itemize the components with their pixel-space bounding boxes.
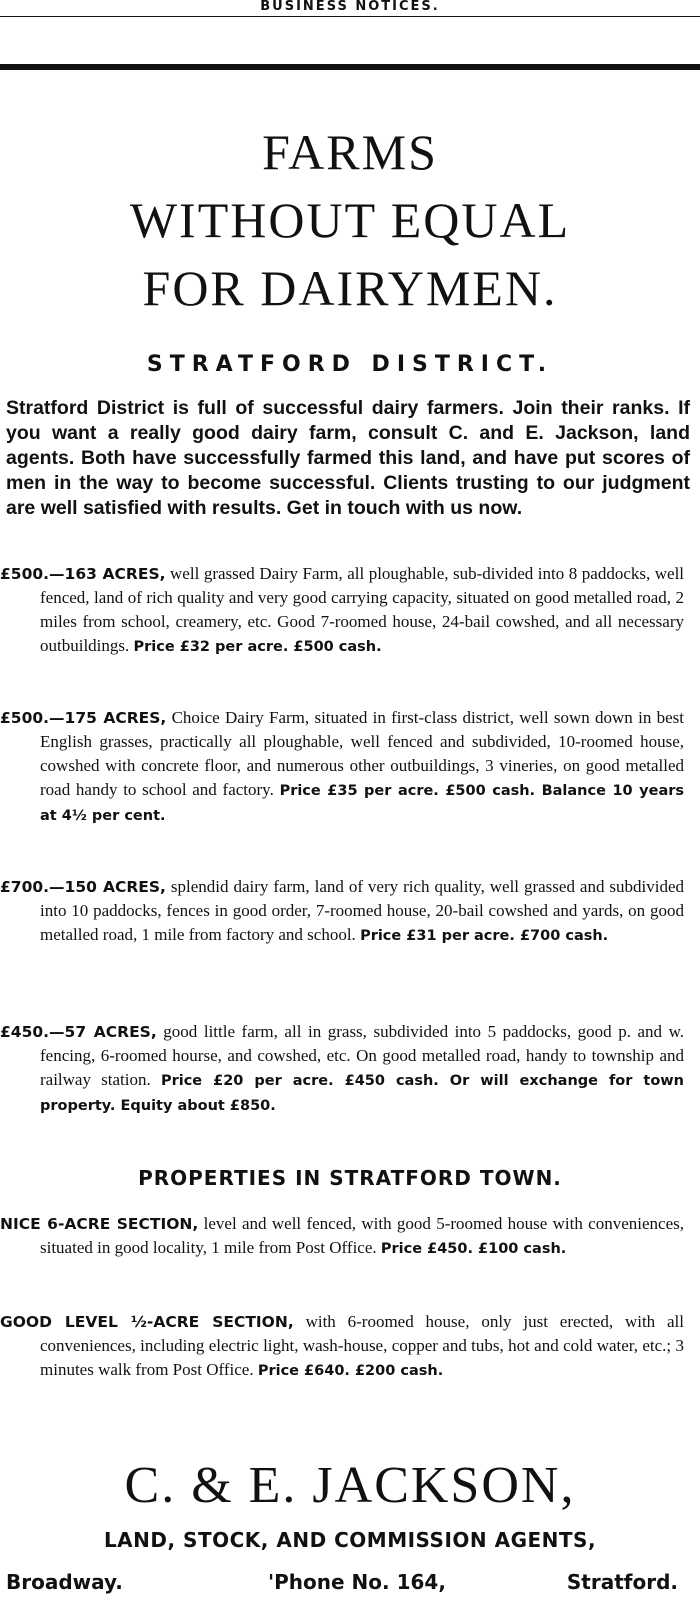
listing-price: £450. bbox=[0, 1023, 50, 1041]
listing-description: Choice Dairy Farm, situated in first-class district, well sown down in best English grasses, practically all ploughable, well fenced and subdivided, 10-roomed house, cowshed with concrete floor, and numerous other outbuildings, 3 vineries, on good metalled road handy to school and factory. bbox=[40, 708, 684, 799]
firm-name: C. & E. JACKSON, bbox=[124, 1457, 576, 1514]
contact-footer bbox=[6, 1568, 678, 1598]
footer-address: Broadway. bbox=[6, 1570, 123, 1594]
footer-phone: 'Phone No. 164, bbox=[268, 1570, 446, 1594]
farm-listing bbox=[0, 562, 684, 659]
listing-price: £500. bbox=[0, 565, 50, 583]
property-description: with 6-roomed house, only just erected, with all conveniences, including electric light, wash-house, copper and tubs, hot and cold water, etc.; 3 minutes walk from Post Office. bbox=[40, 1312, 684, 1379]
section-rule bbox=[0, 64, 700, 70]
town-property-listing bbox=[0, 1212, 684, 1261]
listing-terms: Price £20 per acre. £450 cash. Or will exchange for town property. Equity about £850. bbox=[40, 1073, 684, 1114]
listing-size: —57 ACRES, bbox=[49, 1023, 157, 1041]
listing-terms: Price £32 per acre. £500 cash. bbox=[133, 639, 382, 655]
district-heading: STRATFORD DISTRICT. bbox=[146, 352, 554, 377]
property-terms: Price £640. £200 cash. bbox=[257, 1363, 444, 1379]
listing-size: —163 ACRES, bbox=[49, 565, 166, 583]
running-head: BUSINESS NOTICES. bbox=[260, 0, 440, 14]
property-title: GOOD LEVEL ½-ACRE SECTION, bbox=[0, 1313, 294, 1331]
headline-line-1: FARMS bbox=[262, 124, 438, 180]
listing-terms: Price £31 per acre. £700 cash. bbox=[360, 928, 609, 944]
intro-paragraph: Stratford District is full of successful dairy farmers. Join their ranks. If you want a really good dairy farm, consult C. and E. Jackson, land agents. Both have successfully farmed this land, and have put scores of men in the way to become successful. Clients trusting to our judgment are well satisfied with results. Get in touch with us now. bbox=[6, 397, 690, 519]
town-properties-heading: PROPERTIES IN STRATFORD TOWN. bbox=[138, 1166, 562, 1190]
listing-description: splendid dairy farm, land of very rich quality, well grassed and subdivided into 10 paddocks, fences in good order, 7-roomed house, 20-bail cowshed and yards, on good metalled road, 1 mile from factory and school. bbox=[40, 877, 685, 944]
headline-line-2: WITHOUT EQUAL bbox=[129, 192, 571, 248]
listing-price: £500. bbox=[0, 709, 50, 727]
listing-description: well grassed Dairy Farm, all ploughable, sub-divided into 8 paddocks, well fenced, land of rich quality and very good carrying capacity, situated on good metalled road, 2 miles from school, creamery, etc. Good 7-roomed house, 24-bail cowshed, and all necessary outbuildings. bbox=[40, 564, 685, 655]
listing-description: good little farm, all in grass, subdivided into 5 paddocks, good p. and w. fencing, 6-roomed hourse, and cowshed, etc. On good metalled road, handy to township and railway station. bbox=[40, 1022, 684, 1089]
town-property-listing bbox=[0, 1310, 684, 1383]
listing-size: —175 ACRES, bbox=[49, 709, 167, 727]
headline-line-3: FOR DAIRYMEN. bbox=[142, 260, 558, 316]
footer-town: Stratford. bbox=[566, 1570, 678, 1594]
property-description: level and well fenced, with good 5-roomed house with conveniences, situated in good locality, 1 mile from Post Office. bbox=[40, 1214, 685, 1257]
farm-listing bbox=[0, 875, 684, 948]
property-title: NICE 6-ACRE SECTION, bbox=[0, 1215, 199, 1233]
firm-role: LAND, STOCK, AND COMMISSION AGENTS, bbox=[103, 1528, 597, 1552]
farm-listing bbox=[0, 706, 684, 828]
farm-listing bbox=[0, 1020, 684, 1118]
listing-size: —150 ACRES, bbox=[49, 878, 166, 896]
listing-price: £700. bbox=[0, 878, 50, 896]
property-terms: Price £450. £100 cash. bbox=[380, 1241, 567, 1257]
listing-terms: Price £35 per acre. £500 cash. Balance 10 years at 4½ per cent. bbox=[40, 783, 685, 824]
header-rule bbox=[0, 16, 700, 17]
